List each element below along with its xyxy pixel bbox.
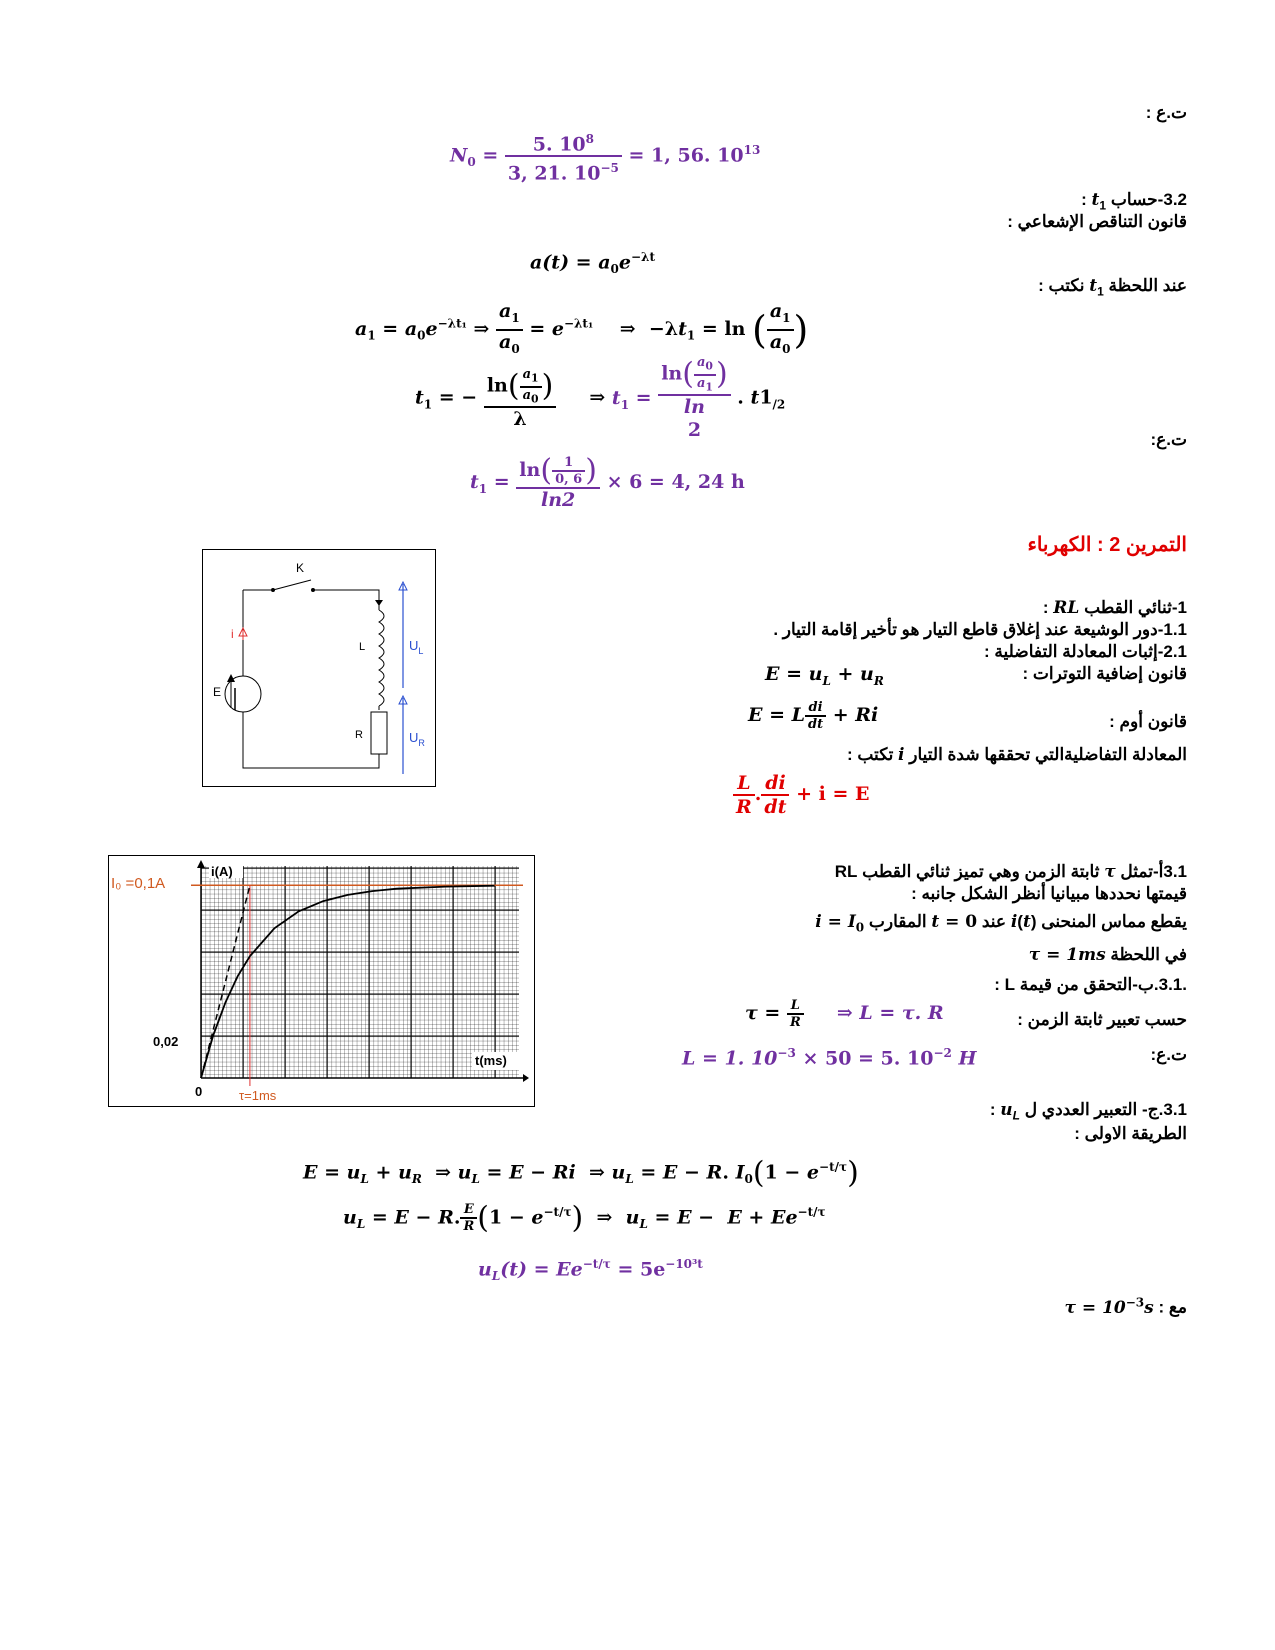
resistor-r-label: R bbox=[355, 729, 363, 741]
rl-circuit-diagram bbox=[203, 550, 435, 786]
ohm-equation: E = L $\frac{di}{dt}$ + Ri bbox=[748, 700, 879, 732]
q31b-heading: .3.1.ب-التحقق من قيمة L : bbox=[994, 975, 1187, 994]
origin-label: 0 bbox=[195, 1084, 203, 1099]
t1-derivation-2: $t_1$ = − ln( $\frac{a_1}{a_0}$ ) λ ⇒ $t_1$ = ln( $\frac{a_0}{a_1}$ ) ln 2 . $t1_{/2}$ bbox=[415, 355, 786, 442]
tau-expression-label: حسب تعبير ثابتة الزمن : bbox=[1017, 1010, 1187, 1029]
q31c-heading: 3.1.ج- التعبير العددي ل $u_L$ : bbox=[989, 1100, 1187, 1123]
law-label: قانون التناقص الإشعاعي : bbox=[1007, 212, 1187, 231]
ohm-law-label: قانون أوم : bbox=[1109, 712, 1187, 731]
n0-equation: $N_0$ = $\frac{5. 10^8}{3, 21. 10^{-5}}$ = 1, 56. $10^{13}$ bbox=[450, 128, 760, 185]
decay-law-equation: $a(t) = a_0e^{-\lambda t}$ bbox=[530, 250, 655, 277]
te-label-1: ت.ع : bbox=[1145, 103, 1187, 122]
generator-e-label: E bbox=[213, 685, 222, 699]
q11-text: 1.1-دور الوشيعة عند إغلاق قاطع التيار هو تأخير إقامة التيار . bbox=[773, 620, 1187, 639]
method1-label: الطريقة الاولى : bbox=[1074, 1124, 1187, 1143]
with-tau-line: مع : $\tau = 10^{-3}s$ bbox=[1064, 1295, 1187, 1318]
current-graph-figure bbox=[108, 855, 535, 1107]
chart-grid bbox=[201, 866, 519, 1078]
ul-derivation-2: $u_L = E - R$. $\frac{E}{R}$ $(1 - e^{-t/\tau})$ ⇒ $u_L = E - E + Ee^{-t/\tau}$ bbox=[343, 1200, 826, 1236]
asymptote-label: I₀ =0,1A bbox=[111, 875, 166, 892]
q32-heading: 3.2-حساب $t_1$ : bbox=[1081, 190, 1187, 213]
diff-eq-label: المعادلة التفاضليةالتي تحققها شدة التيار i تكتب : bbox=[846, 745, 1187, 765]
te-label-2: ت.ع: bbox=[1150, 430, 1187, 449]
t1-numeric: $t_1$ = ln( $\frac{1}{0, 6}$ ) ln2 × 6 = 4, 24 h bbox=[470, 453, 745, 511]
voltages-equation: $E = u_L + u_R$ bbox=[765, 663, 884, 688]
rl-circuit-figure bbox=[202, 549, 436, 787]
ur-label: $U_R$ bbox=[409, 730, 425, 748]
ul-final: $u_L(t) = Ee^{-t/\tau} = 5e^{-10^3t}$ bbox=[478, 1257, 703, 1284]
tau-expression: τ = $\frac{L}{R}$ ⇒ L = τ. R bbox=[745, 998, 944, 1030]
q31a-line2: قيمتها نحددها مبيانيا أنظر الشكل جانبه : bbox=[911, 884, 1187, 903]
voltages-law-label: قانون إضافية التوترات : bbox=[1022, 664, 1187, 683]
at-t1-label: عند اللحظة $t_1$ نكتب : bbox=[1038, 276, 1187, 299]
te-label-3: ت.ع: bbox=[1150, 1045, 1187, 1064]
tau-label: τ=1ms bbox=[239, 1088, 277, 1103]
exercise2-title: التمرين 2 : الكهرباء bbox=[1027, 534, 1187, 556]
q21-text: 2.1-إثبات المعادلة التفاضلية : bbox=[984, 642, 1187, 661]
x-axis-label: t(ms) bbox=[475, 1053, 507, 1068]
tangent-sentence: يقطع مماس المنحنى i(t) عند t = 0 المقارب $i = I_0$ bbox=[815, 912, 1187, 935]
differential-equation: $\frac{L}{R}$ . $\frac{di}{dt}$ + i = E bbox=[733, 772, 870, 818]
switch-k-label: K bbox=[296, 561, 305, 575]
q31a-heading: 3.1أ-تمثل τ ثابتة الزمن وهي تميز ثنائي القطب RL bbox=[834, 862, 1187, 882]
coil-l-label: L bbox=[359, 641, 366, 653]
current-growth-chart bbox=[109, 856, 534, 1106]
y-axis-label: i(A) bbox=[211, 864, 233, 879]
y-tick-label: 0,02 bbox=[153, 1034, 179, 1049]
ul-label: $U_L$ bbox=[409, 638, 424, 656]
l-numeric: L = 1. $10^{-3} \times 50 = 5$. $10^{-2}$ H bbox=[682, 1046, 977, 1070]
current-i-label: i bbox=[231, 627, 234, 641]
t1-derivation-1: $a_1 = a_0e^{-\lambda t_1}$ ⇒ $\frac{a_1}{a_0}$ = $e^{-\lambda t_1}$ ⇒ $-\lambda t_1 = \ln$ ( $\frac{a_1}{a_0}$ ) bbox=[355, 300, 809, 356]
at-moment-line: في اللحظة τ = 1ms bbox=[1028, 945, 1187, 965]
ul-derivation-1: $E = u_L + u_R$ ⇒ $u_L = E - Ri$ ⇒ $u_L = E - R$. $I_0(1 - e^{-t/\tau})$ bbox=[303, 1155, 859, 1191]
q1-heading: 1-ثنائي القطب RL : bbox=[1042, 598, 1187, 618]
